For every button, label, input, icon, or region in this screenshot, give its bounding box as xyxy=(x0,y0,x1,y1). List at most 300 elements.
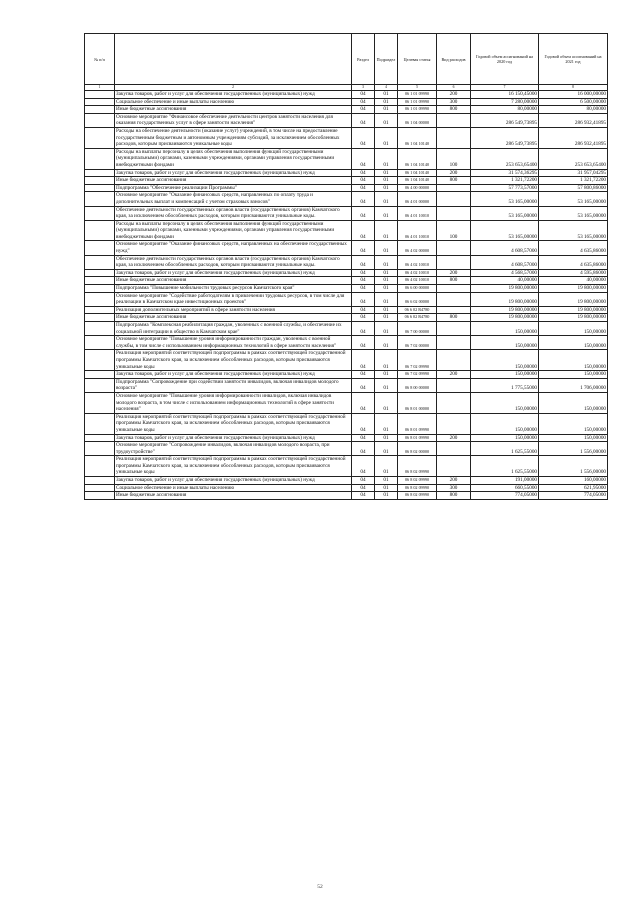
cell-csr: 06 7 00 00000 xyxy=(398,322,437,336)
cell-razdel: 04 xyxy=(352,177,375,185)
cell-2020: 286 549,73895 xyxy=(471,113,539,127)
cell-csr: 06 1 04 10140 xyxy=(398,169,437,177)
cell-razdel: 04 xyxy=(352,220,375,241)
cell-name: Закупка товаров, работ и услуг для обеспечения государственных (муниципальных) нужд xyxy=(115,477,352,485)
col-csr-header: Целевая статья xyxy=(398,34,437,85)
cell-name: Подпрограмма "Повышение мобильности трудовых ресурсов Камчатского края" xyxy=(115,285,352,293)
cell-csr: 06 1 04 00000 xyxy=(398,113,437,127)
cell-vr: 200 xyxy=(437,91,471,99)
cell-2021: 53 165,00000 xyxy=(539,220,608,241)
table-row xyxy=(85,292,608,306)
cell-csr: 06 4 02 10010 xyxy=(398,255,437,269)
cell-razdel: 04 xyxy=(352,442,375,456)
cell-csr: 06 7 02 00000 xyxy=(398,336,437,350)
cell-razdel: 04 xyxy=(352,206,375,220)
cell-vr xyxy=(437,306,471,314)
cell-name: Расходы на обеспечение деятельности (оказание услуг) учреждений, в том числе на предоставление государственным бюджетным и автономным учреждениям субсидий, за исключением обособленных расходов, которым присваиваются уникальные коды xyxy=(115,127,352,148)
page-number: 52 xyxy=(317,884,323,890)
col-number: 2 xyxy=(115,85,352,91)
cell-num xyxy=(85,127,115,148)
cell-vr: 800 xyxy=(437,314,471,322)
cell-name: Основное мероприятие "Содействие работодателям в привлечении трудовых ресурсов, в том числе для реализации в Камчатском крае инвестиционных проектов" xyxy=(115,292,352,306)
cell-vr: 800 xyxy=(437,177,471,185)
cell-vr: 100 xyxy=(437,220,471,241)
cell-name: Закупка товаров, работ и услуг для обеспечения государственных (муниципальных) нужд xyxy=(115,434,352,442)
cell-num xyxy=(85,378,115,392)
cell-2020: 57 773,57000 xyxy=(471,184,539,192)
cell-podrazdel: 01 xyxy=(375,277,398,285)
table-row xyxy=(85,98,608,106)
cell-num xyxy=(85,434,115,442)
col-name-header xyxy=(115,34,352,85)
cell-csr: 06 8 02 09990 xyxy=(398,477,437,485)
cell-razdel: 04 xyxy=(352,169,375,177)
cell-razdel: 04 xyxy=(352,192,375,206)
cell-podrazdel: 01 xyxy=(375,292,398,306)
cell-2020: 150,00000 xyxy=(471,392,539,413)
cell-vr xyxy=(437,113,471,127)
table-row xyxy=(85,277,608,285)
cell-csr: 06 4 01 10010 xyxy=(398,220,437,241)
col-number: 8 xyxy=(539,85,608,91)
table-row xyxy=(85,336,608,350)
cell-vr xyxy=(437,241,471,255)
cell-vr xyxy=(437,442,471,456)
cell-name: Основное мероприятие "Повышение уровня информированности инвалидов, включая инвалидов молодого возраста, в том числе с использованием информационных технологий в сфере занятости населения" xyxy=(115,392,352,413)
cell-num xyxy=(85,184,115,192)
cell-podrazdel: 01 xyxy=(375,169,398,177)
cell-2020: 19 800,00000 xyxy=(471,306,539,314)
table-row xyxy=(85,413,608,434)
cell-podrazdel: 01 xyxy=(375,392,398,413)
cell-csr: 06 6 02 R4780 xyxy=(398,314,437,322)
cell-podrazdel: 01 xyxy=(375,113,398,127)
table-row xyxy=(85,127,608,148)
table-header xyxy=(85,34,608,91)
cell-csr: 06 4 02 10010 xyxy=(398,277,437,285)
cell-razdel: 04 xyxy=(352,255,375,269)
table-row xyxy=(85,442,608,456)
table-row xyxy=(85,220,608,241)
cell-2020: 286 549,73895 xyxy=(471,127,539,148)
cell-csr: 06 8 01 09990 xyxy=(398,413,437,434)
col-razdel-header: Раздел xyxy=(352,34,375,85)
col-num-header: № п/п xyxy=(85,34,115,85)
cell-name: Подпрограмма "Сопровождение при содействии занятости инвалидов, включая инвалидов молодого возраста" xyxy=(115,378,352,392)
cell-2021: 4 635,86000 xyxy=(539,255,608,269)
cell-podrazdel: 01 xyxy=(375,177,398,185)
cell-csr: 06 8 02 00000 xyxy=(398,442,437,456)
cell-csr: 06 4 02 00000 xyxy=(398,241,437,255)
cell-2020: 660,55000 xyxy=(471,484,539,492)
cell-podrazdel: 01 xyxy=(375,442,398,456)
cell-podrazdel: 01 xyxy=(375,306,398,314)
cell-razdel: 04 xyxy=(352,98,375,106)
table-row xyxy=(85,269,608,277)
cell-vr: 300 xyxy=(437,98,471,106)
cell-2021: 19 800,00000 xyxy=(539,314,608,322)
cell-num xyxy=(85,477,115,485)
table-row xyxy=(85,350,608,371)
table-row xyxy=(85,392,608,413)
cell-2020: 150,00000 xyxy=(471,413,539,434)
cell-vr: 800 xyxy=(437,492,471,500)
cell-csr: 06 1 04 10140 xyxy=(398,148,437,169)
cell-csr: 06 4 01 00000 xyxy=(398,192,437,206)
cell-num xyxy=(85,350,115,371)
cell-num xyxy=(85,306,115,314)
cell-name: Закупка товаров, работ и услуг для обеспечения государственных (муниципальных) нужд xyxy=(115,91,352,99)
cell-csr: 06 8 00 00000 xyxy=(398,378,437,392)
cell-name: Реализация мероприятий соответствующей подпрограммы в рамках соответствующей государственной программы Камчатского края, за исключением обособленных расходов, которым присваиваются уникальные коды xyxy=(115,413,352,434)
cell-num xyxy=(85,269,115,277)
cell-csr: 06 7 02 09990 xyxy=(398,371,437,379)
cell-name: Иные бюджетные ассигнования xyxy=(115,314,352,322)
cell-2021: 286 932,41895 xyxy=(539,113,608,127)
cell-name: Иные бюджетные ассигнования xyxy=(115,277,352,285)
cell-vr xyxy=(437,292,471,306)
cell-num xyxy=(85,285,115,293)
cell-podrazdel: 01 xyxy=(375,477,398,485)
cell-num xyxy=(85,106,115,114)
table-row xyxy=(85,456,608,477)
cell-csr: 06 1 04 10140 xyxy=(398,177,437,185)
cell-num xyxy=(85,322,115,336)
cell-2020: 150,00000 xyxy=(471,350,539,371)
col-podrazdel-header: Подраздел xyxy=(375,34,398,85)
cell-razdel: 04 xyxy=(352,336,375,350)
cell-vr: 200 xyxy=(437,434,471,442)
cell-csr: 06 4 00 00000 xyxy=(398,184,437,192)
cell-2020: 7 280,00000 xyxy=(471,98,539,106)
cell-podrazdel: 01 xyxy=(375,336,398,350)
col-2021-header: Годовой объем ассигнований на 2021 год xyxy=(539,34,608,85)
cell-name: Основное мероприятие "Сопровождение инвалидов, включая инвалидов молодого возраста, при трудоустройстве" xyxy=(115,442,352,456)
cell-2021: 1 706,00000 xyxy=(539,378,608,392)
cell-csr: 06 6 02 00000 xyxy=(398,292,437,306)
cell-name: Закупка товаров, работ и услуг для обеспечения государственных (муниципальных) нужд xyxy=(115,371,352,379)
cell-vr: 800 xyxy=(437,106,471,114)
cell-2021: 253 653,65400 xyxy=(539,148,608,169)
cell-podrazdel: 01 xyxy=(375,322,398,336)
cell-podrazdel: 01 xyxy=(375,148,398,169)
cell-vr xyxy=(437,206,471,220)
cell-csr: 06 4 01 10010 xyxy=(398,206,437,220)
table-row xyxy=(85,322,608,336)
cell-2021: 4 595,86000 xyxy=(539,269,608,277)
cell-csr: 06 8 02 09990 xyxy=(398,456,437,477)
cell-podrazdel: 01 xyxy=(375,269,398,277)
col-number: 7 xyxy=(471,85,539,91)
cell-2021: 150,00000 xyxy=(539,392,608,413)
cell-num xyxy=(85,241,115,255)
cell-vr xyxy=(437,378,471,392)
cell-num xyxy=(85,392,115,413)
cell-name: Основное мероприятие "Повышение уровня информированности граждан, уволенных с военной службы, в том числе с использованием информационных технологий в сфере занятости населения" xyxy=(115,336,352,350)
cell-num xyxy=(85,277,115,285)
table-row xyxy=(85,192,608,206)
table-row xyxy=(85,492,608,500)
table-row xyxy=(85,106,608,114)
cell-name: Реализация мероприятий соответствующей подпрограммы в рамках соответствующей государственной программы Камчатского края, за исключением обособленных расходов, которым присваиваются уникальные коды xyxy=(115,350,352,371)
cell-podrazdel: 01 xyxy=(375,434,398,442)
cell-razdel: 04 xyxy=(352,492,375,500)
cell-2021: 150,00000 xyxy=(539,336,608,350)
cell-razdel: 04 xyxy=(352,322,375,336)
cell-2020: 16 150,45000 xyxy=(471,91,539,99)
cell-razdel: 04 xyxy=(352,392,375,413)
cell-num xyxy=(85,442,115,456)
cell-2021: 774,05000 xyxy=(539,492,608,500)
cell-2021: 621,95000 xyxy=(539,484,608,492)
cell-podrazdel: 01 xyxy=(375,413,398,434)
cell-vr: 200 xyxy=(437,371,471,379)
cell-podrazdel: 01 xyxy=(375,241,398,255)
cell-2021: 57 800,86000 xyxy=(539,184,608,192)
cell-name: Расходы на выплаты персоналу в целях обеспечения выполнения функций государственными (муниципальными) органами, казенными учреждениями, органами управления государственными внебюджетными фондами xyxy=(115,220,352,241)
cell-2021: 150,00000 xyxy=(539,413,608,434)
cell-vr: 300 xyxy=(437,484,471,492)
cell-2021: 19 800,00000 xyxy=(539,292,608,306)
cell-2021: 80,00000 xyxy=(539,106,608,114)
cell-2021: 40,00000 xyxy=(539,277,608,285)
cell-2021: 150,00000 xyxy=(539,322,608,336)
cell-2020: 4 608,57000 xyxy=(471,255,539,269)
cell-razdel: 04 xyxy=(352,277,375,285)
cell-2020: 19 800,00000 xyxy=(471,292,539,306)
table-body xyxy=(85,91,608,500)
cell-2020: 4 568,57000 xyxy=(471,269,539,277)
cell-name: Реализация дополнительных мероприятий в сфере занятости населения xyxy=(115,306,352,314)
cell-2020: 150,00000 xyxy=(471,336,539,350)
cell-2021: 4 635,86000 xyxy=(539,241,608,255)
cell-podrazdel: 01 xyxy=(375,127,398,148)
cell-2020: 1 625,55000 xyxy=(471,456,539,477)
table-row xyxy=(85,184,608,192)
cell-vr xyxy=(437,350,471,371)
cell-podrazdel: 01 xyxy=(375,106,398,114)
cell-2021: 1 556,00000 xyxy=(539,442,608,456)
cell-2020: 31 574,36295 xyxy=(471,169,539,177)
cell-csr: 06 8 02 09990 xyxy=(398,492,437,500)
cell-csr: 06 4 02 10010 xyxy=(398,269,437,277)
cell-2021: 286 932,41895 xyxy=(539,127,608,148)
cell-vr: 800 xyxy=(437,277,471,285)
cell-podrazdel: 01 xyxy=(375,371,398,379)
cell-num xyxy=(85,113,115,127)
cell-name: Социальное обеспечение и иные выплаты населению xyxy=(115,98,352,106)
cell-podrazdel: 01 xyxy=(375,206,398,220)
cell-podrazdel: 01 xyxy=(375,255,398,269)
table-row xyxy=(85,484,608,492)
cell-podrazdel: 01 xyxy=(375,492,398,500)
cell-name: Основное мероприятие "Оказание финансовых средств, направленных по оплату труда и дополнительных выплат и компенсаций с учетом страховых взносов" xyxy=(115,192,352,206)
table-row xyxy=(85,255,608,269)
table-row xyxy=(85,314,608,322)
cell-razdel: 04 xyxy=(352,241,375,255)
cell-razdel: 04 xyxy=(352,91,375,99)
cell-vr: 200 xyxy=(437,477,471,485)
cell-2021: 150,00000 xyxy=(539,434,608,442)
cell-razdel: 04 xyxy=(352,269,375,277)
cell-num xyxy=(85,484,115,492)
cell-2021: 160,00000 xyxy=(539,477,608,485)
cell-razdel: 04 xyxy=(352,477,375,485)
cell-num xyxy=(85,336,115,350)
cell-vr xyxy=(437,413,471,434)
col-number: 3 xyxy=(352,85,375,91)
cell-name: Иные бюджетные ассигнования xyxy=(115,492,352,500)
cell-podrazdel: 01 xyxy=(375,456,398,477)
cell-num xyxy=(85,456,115,477)
col-number: 5 xyxy=(398,85,437,91)
cell-name: Иные бюджетные ассигнования xyxy=(115,177,352,185)
cell-csr: 06 1 01 09990 xyxy=(398,98,437,106)
cell-podrazdel: 01 xyxy=(375,184,398,192)
table-row xyxy=(85,148,608,169)
cell-razdel: 04 xyxy=(352,292,375,306)
cell-2020: 53 165,00000 xyxy=(471,192,539,206)
cell-num xyxy=(85,220,115,241)
cell-razdel: 04 xyxy=(352,127,375,148)
cell-num xyxy=(85,413,115,434)
cell-razdel: 04 xyxy=(352,314,375,322)
cell-2020: 1 321,72200 xyxy=(471,177,539,185)
cell-podrazdel: 01 xyxy=(375,285,398,293)
cell-vr xyxy=(437,285,471,293)
cell-2020: 4 608,57000 xyxy=(471,241,539,255)
cell-podrazdel: 01 xyxy=(375,314,398,322)
cell-2021: 53 165,00000 xyxy=(539,192,608,206)
cell-2021: 31 957,04295 xyxy=(539,169,608,177)
cell-2021: 1 556,00000 xyxy=(539,456,608,477)
cell-2020: 150,00000 xyxy=(471,434,539,442)
cell-razdel: 04 xyxy=(352,113,375,127)
cell-razdel: 04 xyxy=(352,371,375,379)
cell-csr: 06 8 01 09990 xyxy=(398,434,437,442)
cell-podrazdel: 01 xyxy=(375,220,398,241)
cell-2020: 40,00000 xyxy=(471,277,539,285)
col-2020-header: Годовой объем ассигнований на 2020 год xyxy=(471,34,539,85)
cell-2020: 150,00000 xyxy=(471,322,539,336)
cell-podrazdel: 01 xyxy=(375,378,398,392)
cell-razdel: 04 xyxy=(352,106,375,114)
table-row xyxy=(85,378,608,392)
cell-2020: 19 800,00000 xyxy=(471,285,539,293)
table-row xyxy=(85,91,608,99)
cell-2020: 253 653,65400 xyxy=(471,148,539,169)
cell-2021: 1 321,72200 xyxy=(539,177,608,185)
cell-name: Основное мероприятие "Оказание финансовых средств, направленных на обеспечение государственных нужд" xyxy=(115,241,352,255)
cell-num xyxy=(85,492,115,500)
cell-razdel: 04 xyxy=(352,350,375,371)
cell-razdel: 04 xyxy=(352,413,375,434)
cell-razdel: 04 xyxy=(352,434,375,442)
cell-2021: 19 800,00000 xyxy=(539,285,608,293)
cell-csr: 06 8 01 00000 xyxy=(398,392,437,413)
cell-podrazdel: 01 xyxy=(375,91,398,99)
cell-razdel: 04 xyxy=(352,378,375,392)
cell-2020: 53 165,00000 xyxy=(471,220,539,241)
cell-name: Обеспечение деятельности государственных органов власти (государственных органов) Камчатского края, за исключением обособленных расходов, которым присваиваются уникальные коды. xyxy=(115,255,352,269)
cell-razdel: 04 xyxy=(352,148,375,169)
cell-2020: 1 775,55000 xyxy=(471,378,539,392)
cell-csr: 06 1 04 10140 xyxy=(398,127,437,148)
col-vr-header: Вид расходов xyxy=(437,34,471,85)
table-row xyxy=(85,241,608,255)
cell-vr xyxy=(437,392,471,413)
cell-2021: 53 165,00000 xyxy=(539,206,608,220)
table-row xyxy=(85,434,608,442)
cell-razdel: 04 xyxy=(352,184,375,192)
cell-2021: 16 000,00000 xyxy=(539,91,608,99)
cell-num xyxy=(85,292,115,306)
cell-vr xyxy=(437,336,471,350)
cell-name: Расходы на выплаты персоналу в целях обеспечения выполнения функций государственными (муниципальными) органами, казенными учреждениями, органами управления государственными внебюджетными фондами xyxy=(115,148,352,169)
cell-2020: 774,05000 xyxy=(471,492,539,500)
cell-name: Закупка товаров, работ и услуг для обеспечения государственных (муниципальных) нужд xyxy=(115,269,352,277)
table-row xyxy=(85,306,608,314)
cell-name: Иные бюджетные ассигнования xyxy=(115,106,352,114)
table-row xyxy=(85,477,608,485)
cell-2020: 53 165,00000 xyxy=(471,206,539,220)
cell-2021: 150,00000 xyxy=(539,371,608,379)
cell-csr: 06 1 01 09990 xyxy=(398,91,437,99)
col-number: 1 xyxy=(85,85,115,91)
budget-table xyxy=(84,33,608,500)
cell-2020: 19 800,00000 xyxy=(471,314,539,322)
cell-vr: 200 xyxy=(437,169,471,177)
cell-num xyxy=(85,169,115,177)
cell-vr: 100 xyxy=(437,148,471,169)
cell-name: Реализация мероприятий соответствующей подпрограммы в рамках соответствующей государственной программы Камчатского края, за исключением обособленных расходов, которым присваиваются уникальные коды xyxy=(115,456,352,477)
table-row xyxy=(85,177,608,185)
cell-2020: 1 625,55000 xyxy=(471,442,539,456)
cell-2021: 150,00000 xyxy=(539,350,608,371)
cell-num xyxy=(85,314,115,322)
cell-name: Подпрограмма "Обеспечение реализации Программы" xyxy=(115,184,352,192)
cell-csr: 06 8 02 09990 xyxy=(398,484,437,492)
cell-csr: 06 7 02 09990 xyxy=(398,350,437,371)
cell-vr: 200 xyxy=(437,269,471,277)
cell-vr xyxy=(437,192,471,206)
cell-podrazdel: 01 xyxy=(375,484,398,492)
cell-razdel: 04 xyxy=(352,306,375,314)
cell-2021: 19 800,00000 xyxy=(539,306,608,314)
cell-podrazdel: 01 xyxy=(375,192,398,206)
col-number: 6 xyxy=(437,85,471,91)
cell-vr xyxy=(437,127,471,148)
col-number: 4 xyxy=(375,85,398,91)
table-row xyxy=(85,206,608,220)
cell-razdel: 04 xyxy=(352,456,375,477)
cell-razdel: 04 xyxy=(352,484,375,492)
cell-2020: 150,00000 xyxy=(471,371,539,379)
cell-num xyxy=(85,98,115,106)
cell-name: Закупка товаров, работ и услуг для обеспечения государственных (муниципальных) нужд xyxy=(115,169,352,177)
cell-num xyxy=(85,148,115,169)
cell-name: Обеспечение деятельности государственных органов власти (государственных органов) Камчатского края, за исключением обособленных расходов, которым присваиваются уникальные коды. xyxy=(115,206,352,220)
cell-name: Подпрограмма "Комплексная реабилитация граждан, уволенных с военной службы, и обеспечение их социальной интеграции в общество в Камчатском крае" xyxy=(115,322,352,336)
cell-2020: 191,00000 xyxy=(471,477,539,485)
cell-num xyxy=(85,206,115,220)
cell-num xyxy=(85,192,115,206)
cell-razdel: 04 xyxy=(352,285,375,293)
cell-csr: 06 6 02 R4780 xyxy=(398,306,437,314)
cell-num xyxy=(85,255,115,269)
cell-num xyxy=(85,91,115,99)
cell-vr xyxy=(437,255,471,269)
